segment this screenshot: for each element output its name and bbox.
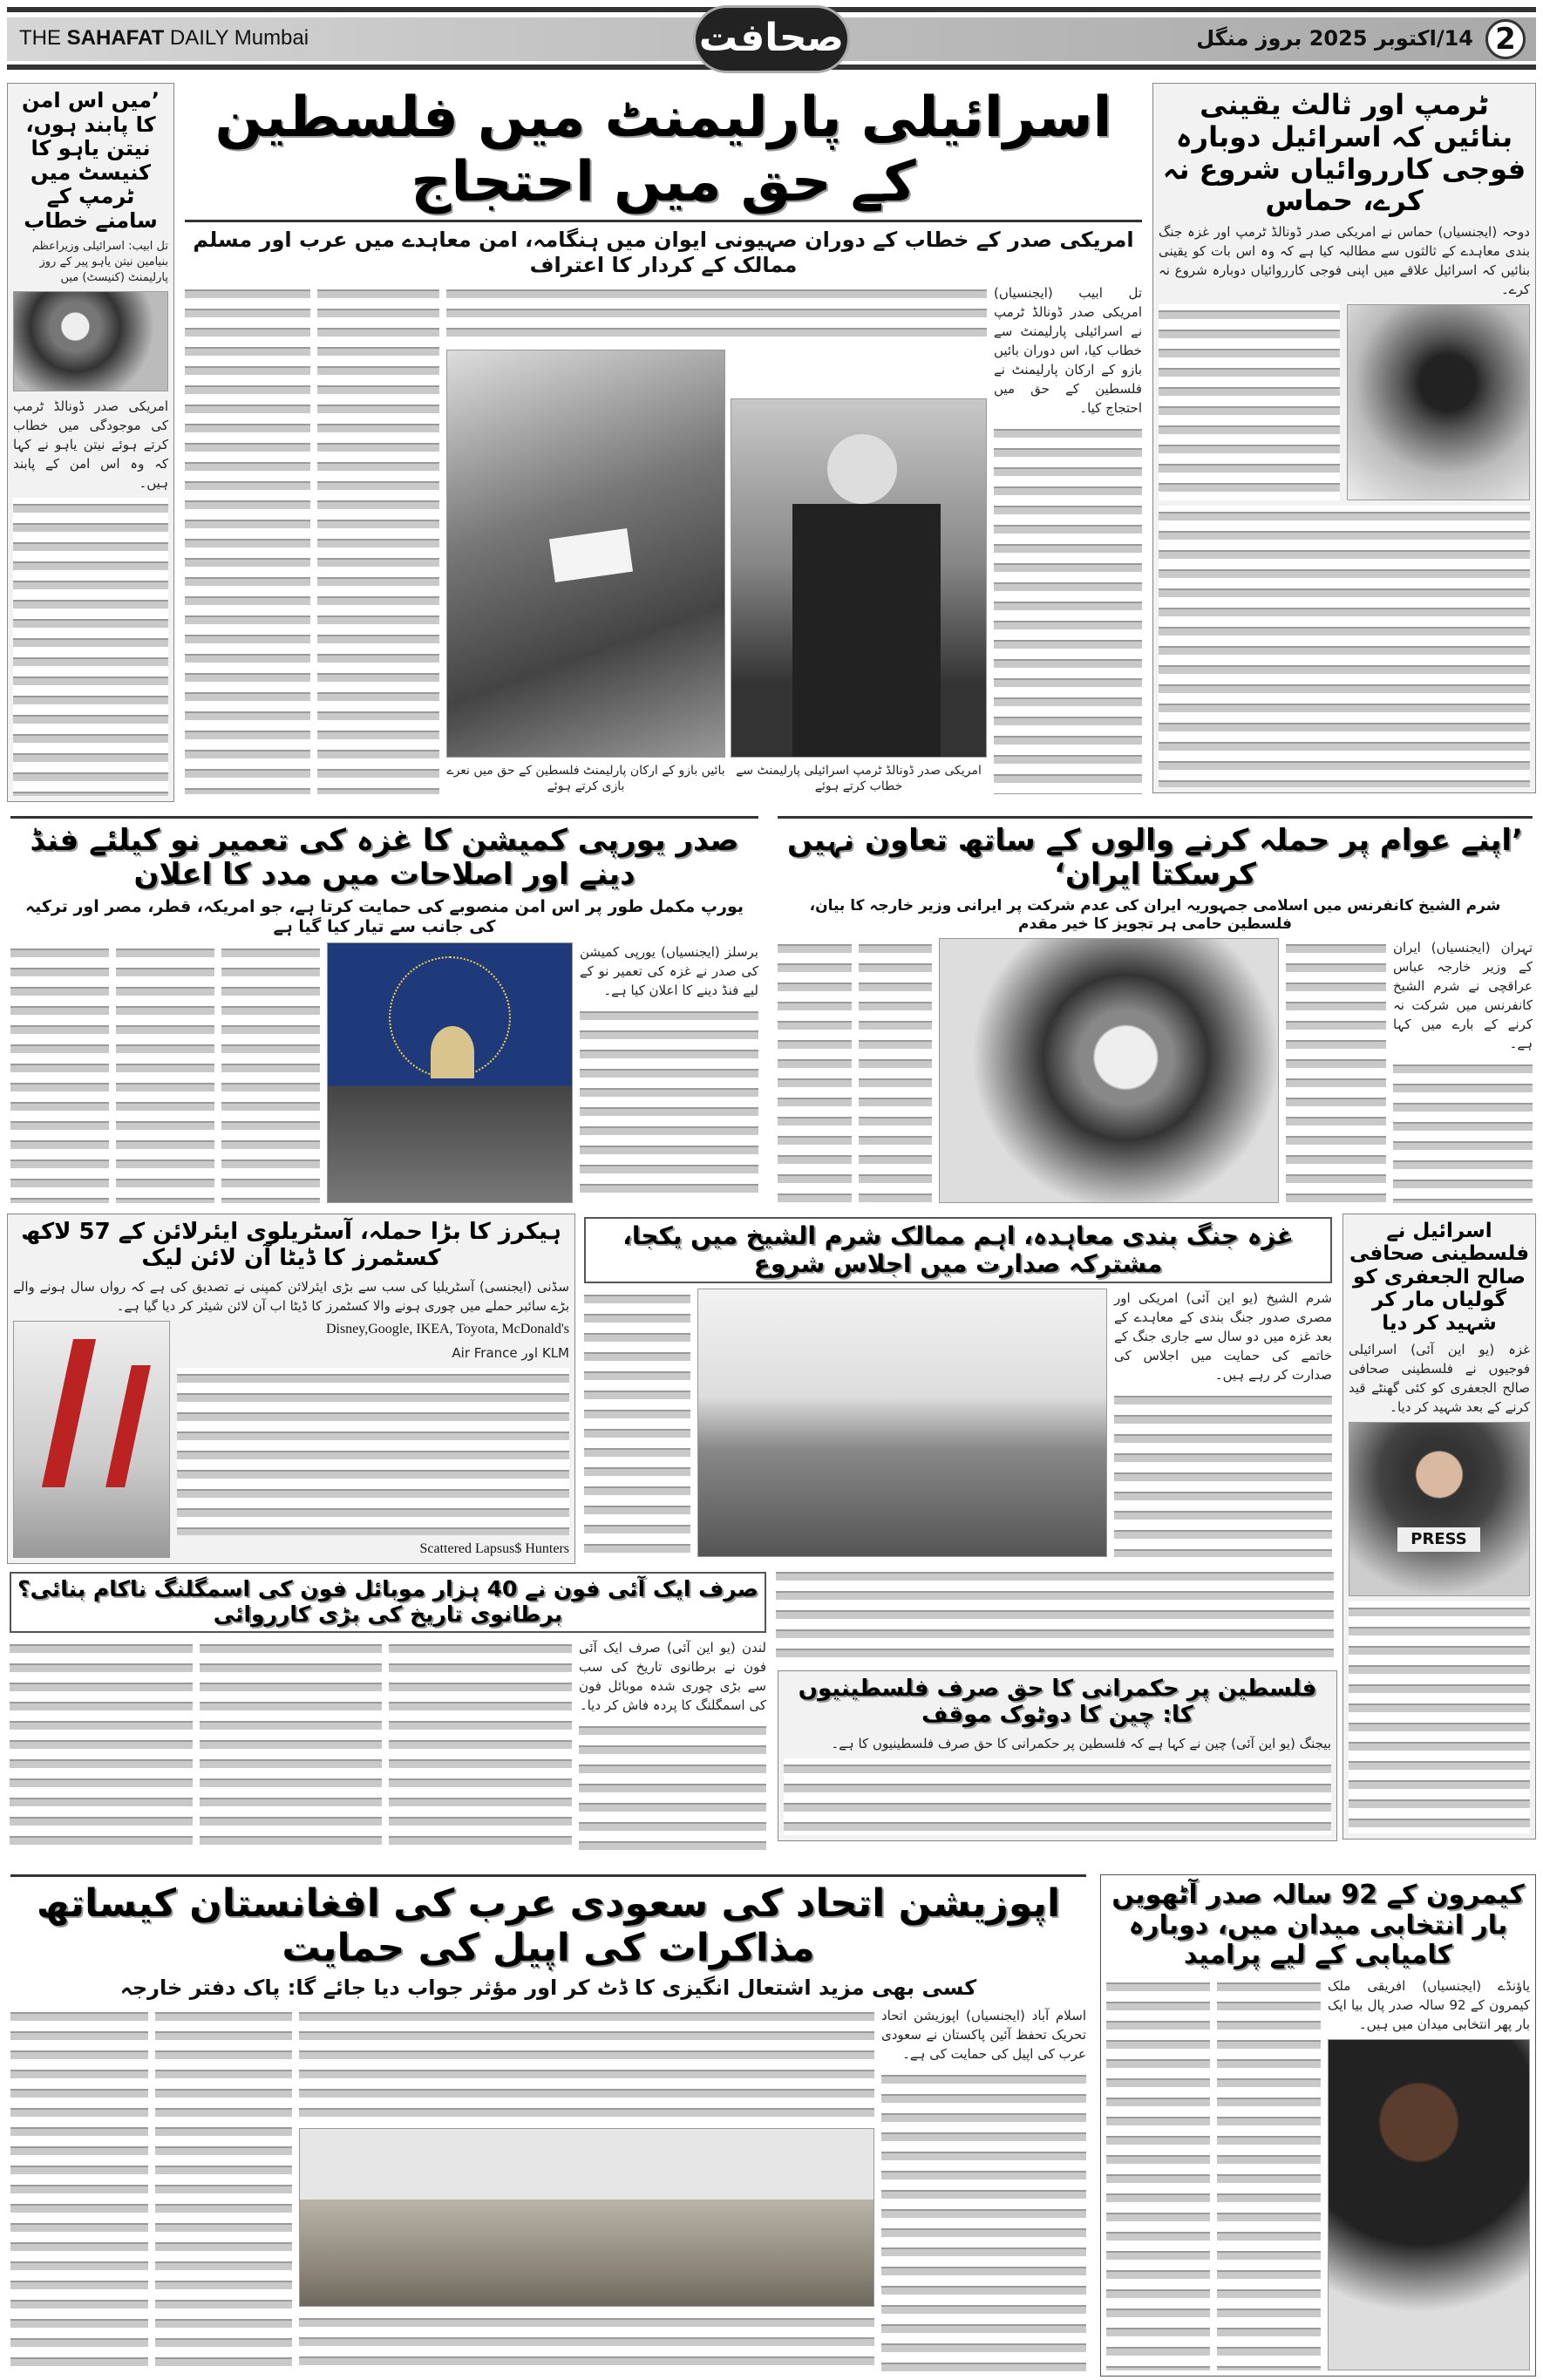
gaza-article [581, 1214, 1336, 1561]
main-body-col-3 [317, 283, 439, 794]
iphone-lead: لندن (یو این آئی) صرف ایک آئی فون نے برطانوی تاریخ کی سب سے بڑی چوری شدہ موبائل فون کی اسمگلنگ کا پردہ فاش کر دیا۔ [579, 1639, 766, 1713]
hamas-body-side [1159, 304, 1340, 500]
iran-article [774, 813, 1536, 1207]
netanyahu-caption: تل ابیب: اسرائیلی وزیراعظم بنیامین نیتن یاہو پیر کے روز پارلیمنٹ (کنیسٹ) میں [31, 239, 168, 284]
journalist-headline: اسرائیل نے فلسطینی صحافی صالح الجعفری کو گولیاں مار کر شہید کر دیا [1349, 1220, 1530, 1335]
paper-suffix: DAILY Mumbai [169, 26, 309, 50]
opposition-body-col-1 [881, 2069, 1086, 2373]
china-article [778, 1670, 1337, 1841]
protest-caption: بائیں بازو کے ارکان پارلیمنٹ فلسطین کے حق میں نعرے بازی کرتے ہوئے [446, 764, 725, 793]
paper-name-bold: SAHAFAT [66, 26, 165, 50]
iphone-body-col-1 [579, 1720, 766, 1853]
iran-minister-photo [939, 938, 1279, 1203]
iran-body-col-1 [1393, 1058, 1533, 1203]
hamas-fighter-photo [1347, 304, 1530, 500]
main-photos [446, 350, 987, 758]
iphone-body-col-3 [200, 1638, 383, 1853]
iphone-article [7, 1569, 769, 1855]
opposition-body-col-3 [10, 2006, 148, 2373]
main-body-col-1 [994, 423, 1142, 794]
iran-top-rule [778, 816, 1533, 819]
main-headline-rule [185, 220, 1142, 222]
eu-body-col-2 [221, 942, 320, 1203]
eu-headline: صدر یورپی کمیشن کا غزہ کی تعمیر نو کیلئے فنڈ دینے اور اصلاحات میں مدد کا اعلان [30, 823, 739, 893]
main-subhead: امریکی صدر کے خطاب کے دوران صہیونی ایوان میں ہنگامہ، امن معاہدے میں عرب اور مسلم ممالک کے کردار کا اعتراف [193, 228, 1134, 277]
hackers-brands: Disney,Google, IKEA, Toyota, McDonald's [325, 1321, 569, 1336]
china-lead: بیجنگ (یو این آئی) چین نے کہا ہے کہ فلسطین پر حکمرانی کا حق صرف فلسطینیوں کا ہے۔ [831, 1735, 1331, 1751]
netanyahu-headline: ’میں اس امن کا پابند ہوں، نیتن یاہو کا کنیسٹ میں ٹرمپ کے سامنے خطاب [21, 88, 160, 233]
iphone-body-col-4 [10, 1638, 193, 1853]
iphone-headline: صرف ایک آئی فون نے 40 ہزار موبائل فون کی اسمگلنگ ناکام بنائی؟ برطانوی تاریخ کی بڑی کارروائی [10, 1572, 766, 1633]
main-headline: اسرائیلی پارلیمنٹ میں فلسطین کے حق میں احتجاج [214, 85, 1112, 214]
issue-date: 14/اکتوبر 2025 بروز منگل [1196, 26, 1473, 51]
netanyahu-body-text [13, 498, 168, 796]
gaza-lead: شرم الشیخ (یو این آئی) امریکی اور مصری صدور جنگ بندی کے معاہدے کے بعد غزہ میں دو سال سے جاری جنگ کے خاتمے کی حمایت میں اجلاس کی صدارت کر رہے ہیں۔ [1114, 1290, 1332, 1384]
iran-subhead: شرم الشیخ کانفرنس میں اسلامی جمہوریہ ایران کی عدم شرکت پر ایرانی وزیر خارجہ کا بیان، فلسطین حامی ہر تجویز کا خیر مقدم [809, 897, 1501, 933]
speaker-body [792, 504, 941, 757]
opposition-headline: اپوزیشن اتحاد کی سعودی عرب کی افغانستان کیساتھ مذاکرات کی اپیل کی حمایت [36, 1881, 1061, 1970]
iran-body-col-2 [1286, 938, 1386, 1203]
cameroon-lead: یاؤنڈے (ایجنسیاں) افریقی ملک کیمرون کے 92 سالہ صدر پال بیا ایک بار پھر انتخابی میدان میں ہیں۔ [1328, 1977, 1531, 2032]
cameroon-body-col-2 [1217, 1976, 1321, 2371]
main-body-col-4 [185, 283, 310, 794]
press-label: PRESS [1397, 1527, 1480, 1552]
opposition-top-rule [10, 1874, 1086, 1877]
speaker-figure [431, 1026, 474, 1078]
main-article [181, 83, 1145, 798]
eu-top-rule [10, 816, 758, 819]
eu-body-col-3 [116, 942, 214, 1203]
eu-body-col-1 [580, 1005, 758, 1203]
journalist-photo [1349, 1422, 1530, 1596]
cameroon-president-photo [1328, 2039, 1530, 2371]
hamas-headline: ٹرمپ اور ثالث یقینی بنائیں کہ اسرائیل دوبارہ فوجی کارروائیاں شروع نہ کرے، حماس [1162, 88, 1526, 218]
cameroon-headline: کیمرون کے 92 سالہ صدر آٹھویں بار انتخابی میدان میں، دوبارہ کامیابی کے لیے پرامید [1111, 1880, 1525, 1970]
iphone-body [10, 1638, 766, 1853]
trump-speech-photo [731, 398, 987, 758]
opposition-subhead: کسی بھی مزید اشتعال انگیزی کا ڈٹ کر اور مؤثر جواب دیا جائے گا: پاک دفتر خارجہ [119, 1975, 977, 2001]
hackers-group: Scattered Lapsus$ Hunters [419, 1541, 569, 1556]
iran-body-col-4 [778, 938, 852, 1203]
hackers-article [7, 1214, 575, 1564]
iran-headline: ’اپنے عوام پر حملہ کرنے والوں کے ساتھ تعاون نہیں کرسکتا ایران‘ [787, 823, 1523, 893]
eu-subhead: یورپ مکمل طور پر اس امن منصوبے کی حمایت کرتا ہے، جو امریکہ، قطر، مصر اور ترکیہ کی جانب سے تیار کیا گیا ہے [24, 897, 744, 936]
iran-body-col-3 [859, 938, 933, 1203]
eu-body [10, 942, 758, 1203]
airline-tails-photo [13, 1321, 170, 1558]
hamas-body-text [1159, 506, 1530, 787]
logo: صحافت [693, 5, 850, 73]
knesset-protest-photo [446, 350, 725, 758]
iran-lead: تہران (ایجنسیاں) ایران کے وزیر خارجہ عباس عراقچی نے شرم الشیخ کانفرنس میں شرکت نہ کرنے کے بارے میں کہا ہے۔ [1393, 939, 1533, 1051]
page-number: 2 [1485, 19, 1526, 59]
main-lead: تل ابیب (ایجنسیاں) امریکی صدر ڈونالڈ ٹرمپ نے اسرائیلی پارلیمنٹ سے خطاب کیا، اس دوران بائیں بازو کے ارکان پارلیمنٹ نے فلسطین کے حق میں احتجاج کیا۔ [994, 284, 1142, 416]
gaza-headline: غزہ جنگ بندی معاہدہ، اہم ممالک شرم الشیخ میں یکجا، مشترکہ صدارت میں اجلاس شروع [584, 1217, 1332, 1283]
cameroon-body-col-3 [1106, 1976, 1210, 2371]
eu-commission-photo [327, 942, 573, 1203]
gaza-body-col-1 [1114, 1390, 1332, 1557]
trump-caption: امریکی صدر ڈونالڈ ٹرمپ اسرائیلی پارلیمنٹ سے خطاب کرتے ہوئے [736, 764, 982, 793]
netanyahu-photo [13, 291, 168, 391]
tail-fin [105, 1365, 151, 1487]
main-body [185, 283, 1142, 794]
netanyahu-article [7, 83, 174, 802]
hamas-lead: دوحہ (ایجنسیاں) حماس نے امریکی صدر ڈونالڈ ٹرمپ اور غزہ جنگ بندی معاہدے کے ثالثوں سے مطالبہ کیا ہے کہ وہ اس بات کو یقینی بنائیں کہ اسرائیل علاقے میں اپنی فوجی کارروائیاں دوبارہ شروع نہ کرے۔ [1159, 224, 1530, 298]
hamas-article [1152, 83, 1536, 793]
china-headline: فلسطین پر حکمرانی کا حق صرف فلسطینیوں کا: چین کا دوٹوک موقف [798, 1676, 1317, 1728]
paper-prefix: THE [19, 26, 61, 50]
china-body-text [784, 1758, 1331, 1835]
afghan-border-photo [299, 2128, 874, 2307]
eu-article [7, 813, 762, 1207]
iphone-body-col-2 [389, 1638, 572, 1853]
cameroon-body [1106, 1976, 1530, 2371]
summit-hall-photo [697, 1289, 1107, 1557]
netanyahu-lead: امریکی صدر ڈونالڈ ٹرمپ کی موجودگی میں خطاب کرتے ہوئے نیتن یاہو نے کہا کہ وہ اس امن کے پابند ہیں۔ [13, 398, 168, 491]
main-body-top [446, 283, 987, 344]
opposition-body-bottom [299, 2312, 874, 2373]
gaza-body-bottom [776, 1566, 1334, 1663]
tail-fin [42, 1339, 96, 1487]
iran-body [778, 938, 1533, 1203]
gaza-body [584, 1289, 1332, 1557]
hackers-headline: ہیکرز کا بڑا حملہ، آسٹریلوی ایئرلائن کے 57 لاکھ کسٹمرز کا ڈیٹا آن لائن لیک [21, 1219, 561, 1271]
gaza-body-col-2 [584, 1289, 690, 1557]
opposition-body-col-2 [155, 2006, 293, 2373]
journalist-article [1342, 1214, 1536, 1839]
eu-body-col-4 [10, 942, 109, 1203]
journalist-body-text [1349, 1601, 1530, 1833]
cameroon-article [1100, 1874, 1536, 2377]
eu-lead: برسلز (ایجنسیاں) یورپی کمیشن کی صدر نے غزہ کی تعمیر نو کے لیے فنڈ دینے کا اعلان کیا ہے۔ [580, 943, 758, 998]
paper-name [19, 26, 309, 51]
speaker-head [827, 434, 897, 504]
opposition-body-top [299, 2006, 874, 2123]
opposition-body [10, 2006, 1086, 2373]
opposition-article [7, 1871, 1090, 2377]
hackers-body [13, 1321, 569, 1558]
hackers-lead: سڈنی (ایجنسی) آسٹریلیا کی سب سے بڑی ایئرلائن کمپنی نے تصدیق کی ہے کہ رواں سال ہونے والے بڑے سائبر حملے میں چوری ہونے والا کسٹمرز کا ڈیٹا اب آن لائن شیئر کر دیا گیا ہے۔ [13, 1278, 569, 1314]
opposition-lead: اسلام آباد (ایجنسیاں) اپوزیشن اتحاد تحریک تحفظ آئین پاکستان نے سعودی عرب کی اپیل کی حمایت کی ہے۔ [881, 2007, 1086, 2062]
protest-sign [549, 528, 633, 582]
hackers-airlines: KLM اور Air France [452, 1344, 569, 1361]
journalist-lead: غزہ (یو این آئی) اسرائیلی فوجیوں نے فلسطینی صحافی صالح الجعفری کو کئی گھنٹے قید کرنے کے بعد شہید کر دیا۔ [1349, 1342, 1530, 1416]
hackers-body-text [177, 1368, 569, 1535]
